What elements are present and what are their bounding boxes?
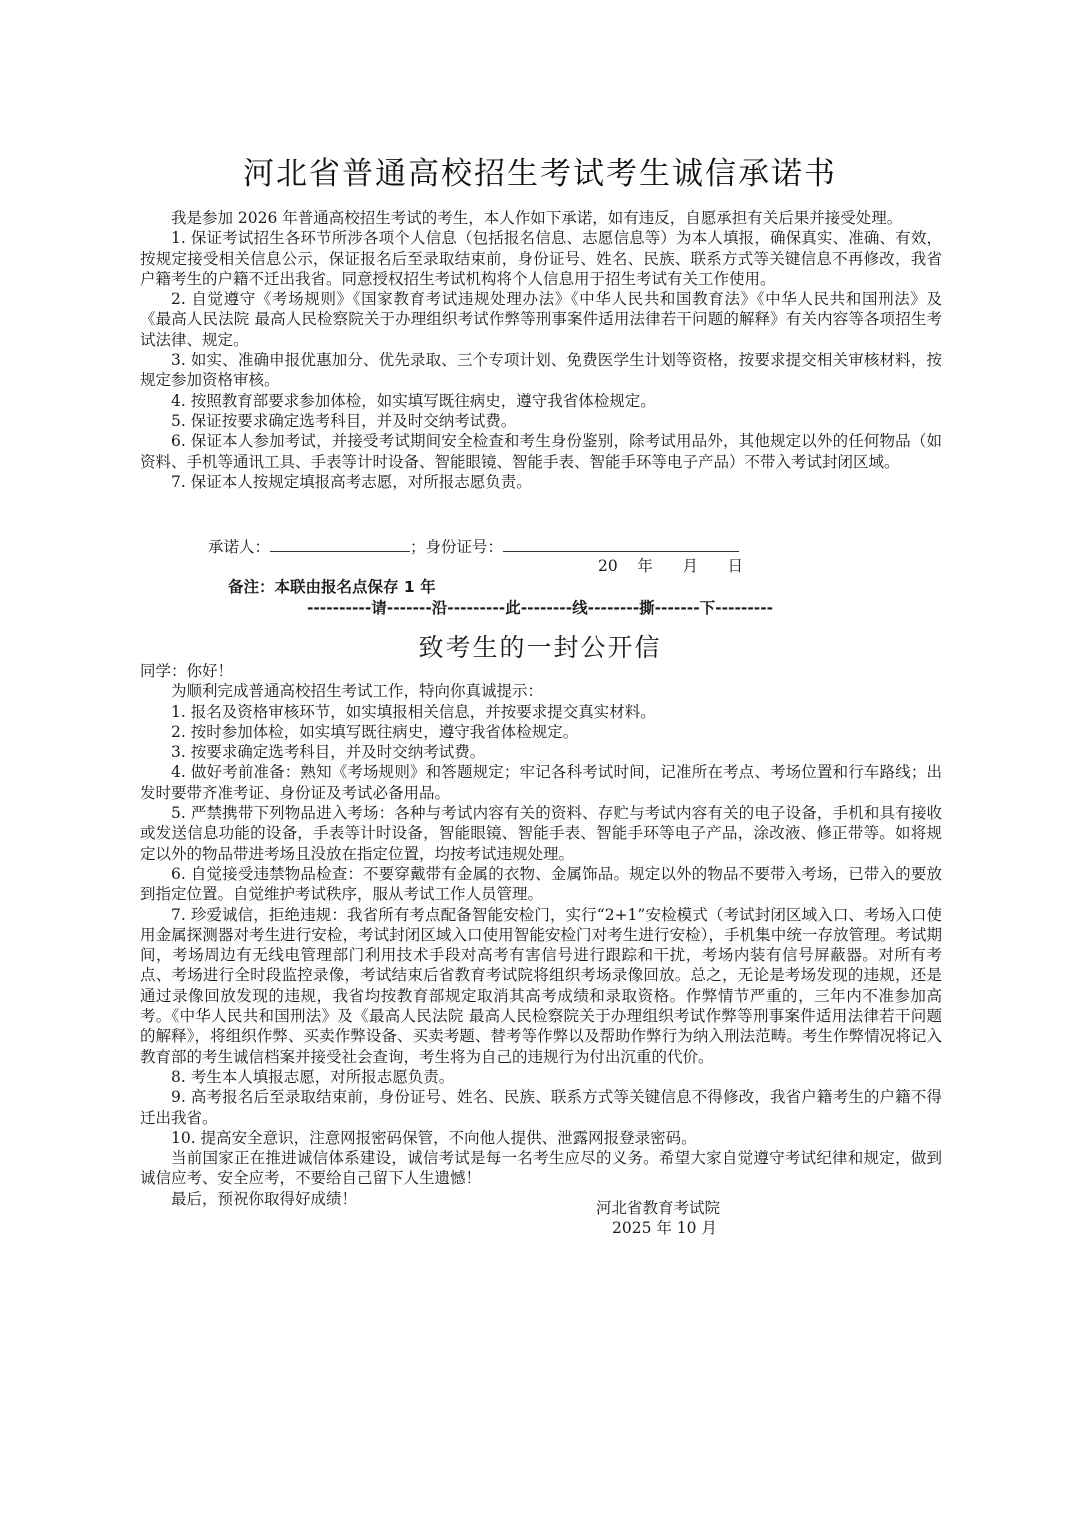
issuing-organization: 河北省教育考试院 bbox=[596, 1199, 721, 1217]
pledge-item: 3. 如实、准确申报优惠加分、优先录取、三个专项计划、免费医学生计划等资格，按要求提交相关审核材料，按规定参加资格审核。 bbox=[140, 351, 942, 390]
id-number-blank bbox=[503, 537, 739, 552]
letter-item: 7. 珍爱诚信，拒绝违规：我省所有考点配备智能安检门，实行“2+1”安检模式（考试封闭区域入口、考场入口使用金属探测器对考生进行安检，考试封闭区域入口使用智能安检门对考生进行安检），手机集中统一存放管理。考试期间，考场周边有无线电管理部门利用技术手段对高考有害信号进行跟踪和干扰，考场内装有信号屏蔽器。对所有考点、考场进行全时段监控录像，考试结束后省教育考试院将组织考场录像回放。总之，无论是考场发现的违规，还是通过录像回放发现的违规，我省均按教育部规定取消其高考成绩和录取资格。作弊情节严重的，三年内不准参加高考。《中华人民共和国刑法》及《最高人民法院 最高人民检察院关于办理组织考试作弊等刑事案件适用法律若干问题的解释》，将组织作弊、买卖作弊设备、买卖考题、替考等作弊以及帮助作弊行为纳入刑法范畴。考生作弊情况将记入教育部的考生诚信档案并接受社会查询，考生将为自己的违规行为付出沉重的代价。 bbox=[140, 905, 942, 1066]
letter-item: 6. 自觉接受违禁物品检查：不要穿戴带有金属的衣物、金属饰品。规定以外的物品不要带入考场，已带入的要放到指定位置。自觉维护考试秩序，服从考试工作人员管理。 bbox=[140, 864, 942, 904]
pledge-item: 7. 保证本人按规定填报高考志愿，对所报志愿负责。 bbox=[171, 472, 532, 491]
letter-intro: 为顺利完成普通高校招生考试工作，特向你真诚提示： bbox=[171, 682, 544, 701]
letter-item: 8. 考生本人填报志愿，对所报志愿负责。 bbox=[171, 1067, 455, 1086]
letter-item: 2. 按时参加体检，如实填写既往病史，遵守我省体检规定。 bbox=[171, 722, 579, 741]
letter-title: 致考生的一封公开信 bbox=[418, 633, 662, 662]
pledge-item: 2. 自觉遵守《考场规则》《国家教育考试违规处理办法》《中华人民共和国教育法》《中华人民共和国刑法》及《最高人民法院 最高人民检察院关于办理组织考试作弊等刑事案件适用法律若干问题的解释》有关内容等各项招生考试法律、规定。 bbox=[140, 290, 942, 349]
pledge-item: 5. 保证按要求确定选考科目，并及时交纳考试费。 bbox=[171, 411, 517, 430]
letter-item: 5. 严禁携带下列物品进入考场：各种与考试内容有关的资料、存贮与考试内容有关的电子设备，手机和具有接收或发送信息功能的设备，手表等计时设备，智能眼镜、智能手表、智能手环等电子产品，涂改液、修正带等。如将规定以外的物品带进考场且没放在指定位置，均按考试违规处理。 bbox=[140, 804, 942, 863]
pledge-title: 河北省普通高校招生考试考生诚信承诺书 bbox=[243, 156, 837, 192]
letter-date: 2025 年 10 月 bbox=[612, 1219, 717, 1237]
letter-greeting: 同学：你好！ bbox=[140, 662, 234, 680]
pledge-intro: 我是参加 2026 年普通高校招生考试的考生，本人作如下承诺，如有违反，自愿承担有关后果并接受处理。 bbox=[171, 209, 903, 227]
letter-body bbox=[140, 661, 942, 1209]
retention-note: 备注：本联由报名点保存 1 年 bbox=[228, 578, 436, 596]
pledge-item: 1. 保证考试招生各环节所涉各项个人信息（包括报名信息、志愿信息等）为本人填报，确保真实、准确、有效，按规定接受相关信息公示，保证报名后至录取结束前，身份证号、姓名、民族、联系方式等关键信息不再修改，我省户籍考生的户籍不迁出我省。同意授权招生考试机构将个人信息用于招生考试有关工作使用。 bbox=[140, 229, 942, 288]
signer-blank bbox=[270, 537, 410, 552]
letter-item: 4. 做好考前准备：熟知《考场规则》和答题规定；牢记各科考试时间，记准所在考点、考场位置和行车路线；出发时要带齐准考证、身份证及考试必备用品。 bbox=[140, 763, 942, 802]
pledge-item: 4. 按照教育部要求参加体检，如实填写既往病史，遵守我省体检规定。 bbox=[171, 391, 656, 410]
id-label: ；身份证号： bbox=[410, 538, 504, 556]
letter-item: 10. 提高安全意识，注意网报密码保管，不向他人提供、泄露网报登录密码。 bbox=[171, 1128, 697, 1147]
letter-item: 9. 高考报名后至录取结束前，身份证号、姓名、民族、联系方式等关键信息不得修改，我省户籍考生的户籍不得迁出我省。 bbox=[140, 1088, 942, 1127]
pledge-body bbox=[140, 208, 942, 492]
letter-closing: 当前国家正在推进诚信体系建设，诚信考试是每一名考生应尽的义务。希望大家自觉遵守考试纪律和规定，做到诚信应考、安全应考，不要给自己留下人生遗憾！ bbox=[140, 1149, 942, 1188]
letter-item: 1. 报名及资格审核环节，如实填报相关信息，并按要求提交真实材料。 bbox=[171, 702, 656, 721]
signer-label: 承诺人： bbox=[208, 538, 271, 556]
pledge-date-line: 20 年 月 日 bbox=[598, 557, 744, 575]
letter-wish: 最后，预祝你取得好成绩！ bbox=[171, 1189, 358, 1208]
letter-item: 3. 按要求确定选考科目，并及时交纳考试费。 bbox=[171, 743, 486, 762]
pledge-item: 6. 保证本人参加考试，并接受考试期间安全检查和考生身份鉴别，除考试用品外，其他规定以外的任何物品（如资料、手机等通讯工具、手表等计时设备、智能眼镜、智能手表、智能手环等电子产品）不带入考试封闭区域。 bbox=[140, 432, 942, 471]
tear-off-line: ----------请-------沿---------此--------线--------撕-------下--------- bbox=[306, 599, 774, 617]
